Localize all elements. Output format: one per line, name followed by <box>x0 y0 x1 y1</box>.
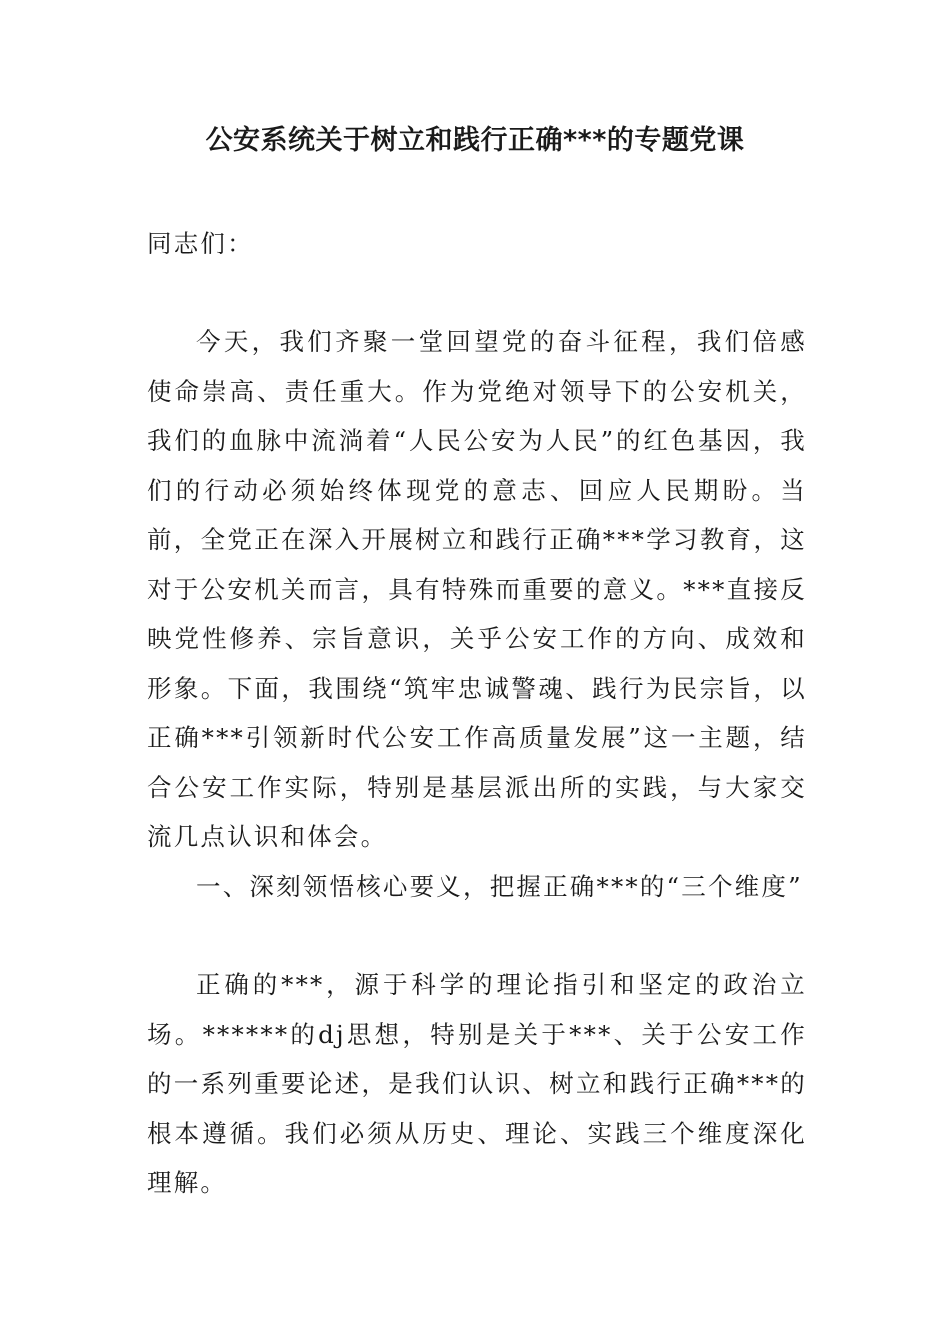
document-title: 公安系统关于树立和践行正确***的专题党课 <box>205 125 745 156</box>
paragraph-section-one: 正确的***，源于科学的理论指引和坚定的政治立场。******的dj思想，特别是关于***、关于公安工作的一系列重要论述，是我们认识、树立和践行正确***的根本遵循。我们必须从历史、理论、实践三个维度深化理解。 <box>147 970 807 1197</box>
section-heading: 一、深刻领悟核心要义，把握正确***的“三个维度” <box>196 872 803 901</box>
greeting: 同志们： <box>147 229 254 258</box>
paragraph-intro: 今天，我们齐聚一堂回望党的奋斗征程，我们倍感使命崇高、责任重大。作为党绝对领导下的公安机关，我们的血脉中流淌着“人民公安为人民”的红色基因，我们的行动必须始终体现党的意志、回应人民期盼。当前，全党正在深入开展树立和践行正确***学习教育，这对于公安机关而言，具有特殊而重要的意义。***直接反映党性修养、宗旨意识，关乎公安工作的方向、成效和形象。下面，我围绕“筑牢忠诚警魂、践行为民宗旨，以正确***引领新时代公安工作高质量发展”这一主题，结合公安工作实际，特别是基层派出所的实践，与大家交流几点认识和体会。 <box>147 327 807 851</box>
